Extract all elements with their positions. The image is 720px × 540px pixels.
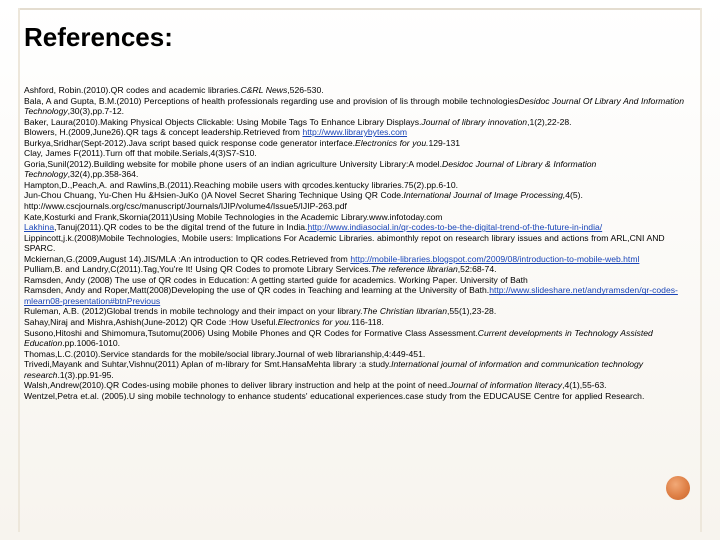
reference-item	[24, 317, 696, 328]
reference-item	[24, 190, 696, 211]
ref-text: Burkya,Sridhar(Sept-2012).Java script based quick response code generator interface.	[24, 137, 356, 148]
ref-text: Sahay,Niraj and Mishra,Ashish(June-2012) QR Code :How Useful.	[24, 317, 278, 328]
ref-text: ,1(2),22-28.	[527, 116, 572, 127]
ref-text: Blowers, H.(2009,June26).QR tags & concept leadership.Retrieved from	[24, 127, 303, 138]
frame-left-rule	[18, 8, 20, 532]
ref-link[interactable]: Lakhina	[24, 222, 55, 233]
ref-text: ,52:68-74.	[457, 264, 497, 275]
ref-text: Susono,Hitoshi and Shimomura,Tsutomu(2006) Using Mobile Phones and QR Codes for Formative Class Assessment.	[24, 327, 478, 338]
reference-item	[24, 180, 696, 191]
reference-item	[24, 359, 696, 380]
reference-item	[24, 117, 696, 128]
reference-item	[24, 148, 696, 159]
ref-text: 116-118.	[351, 317, 384, 328]
reference-list	[24, 85, 696, 401]
ref-source: Electronics for you.	[355, 137, 429, 148]
reference-item	[24, 275, 696, 286]
orange-circle-icon	[666, 476, 690, 500]
ref-text: ,4(1),55-63.	[562, 380, 607, 391]
reference-item	[24, 349, 696, 360]
ref-link[interactable]: http://www.slideshare.net/andyramsden/qr-codes-mlearn08-presentation#btnPrevious	[24, 285, 678, 306]
ref-text: .pp.1006-1010.	[62, 338, 121, 349]
reference-item	[24, 285, 696, 306]
ref-text: 129-131	[428, 137, 461, 148]
reference-item	[24, 212, 696, 223]
ref-text: ,Tanuj(2011).QR codes to be the digital trend of the future in India.	[54, 222, 308, 233]
reference-item	[24, 306, 696, 317]
reference-item	[24, 254, 696, 265]
reference-item	[24, 138, 696, 149]
ref-text: Walsh,Andrew(2010).QR Codes-using mobile phones to deliver library instruction and help at the point of need.	[24, 380, 450, 391]
ref-link[interactable]: http://mobile-libraries.blogspot.com/2009/08/introduction-to-mobile-web.html	[350, 253, 640, 264]
ref-text: Goria,Sunil(2012).Building website for mobile phone users of an indian agriculture University Library:A model.	[24, 158, 442, 169]
reference-item	[24, 391, 696, 402]
ref-text: Thomas,L.C.(2010).Service standards for the mobile/social library.Journal of web librarianship,4:449-451.	[24, 348, 426, 359]
ref-source: International journal of information and communication technology research	[24, 359, 644, 380]
ref-text: Ashford, Robin.(2010).QR codes and academic libraries.	[24, 85, 241, 95]
ref-text: Clay, James F(2011).Turn off that mobile.Serials,4(3)S7-S10.	[24, 148, 257, 159]
ref-text: Ramsden, Andy (2008) The use of QR codes in Education: A getting started guide for academics. Working Paper. University of Bath	[24, 274, 528, 285]
ref-text: 4(5). http://www.cscjournals.org/csc/manuscript/Journals/IJIP/volume4/Issue5/IJIP-263.pdf	[24, 190, 583, 212]
ref-text: Wentzel,Petra et.al. (2005).U sing mobile technology to enhance students' educational experiences.case study from the EDUCAUSE Centre for applied Research.	[24, 390, 645, 401]
ref-text: Mckiernan,G.(2009,August 14).JIS/MLA :An introduction to QR codes.Retrieved from	[24, 253, 351, 264]
ref-source: Desidoc Journal Of Library And Information Technology	[24, 95, 684, 117]
ref-text: .1(3).pp.91-95.	[57, 369, 114, 380]
ref-source: Journal of information literacy	[449, 380, 563, 391]
reference-item	[24, 96, 696, 117]
ref-text: Trivedi,Mayank and Suhtar,Vishnu(2011) Aplan of m-library for Smt.HansaMehta library :a study.	[24, 359, 392, 370]
ref-text: Bala, A and Gupta, B.M.(2010) Perceptions of health professionals regarding use and provision of lis through mobile technologies	[24, 95, 519, 106]
reference-item	[24, 328, 696, 349]
reference-item	[24, 222, 696, 233]
ref-text: Kate,Kosturki and Frank,Skornia(2011)Using Mobile Technologies in the Academic Library.www.infotoday.com	[24, 211, 443, 222]
ref-source: The Christian librarian	[362, 306, 447, 317]
ref-text: ,526-530.	[287, 85, 324, 95]
reference-item	[24, 264, 696, 275]
ref-text: Baker, Laura(2010).Making Physical Objects Clickable: Using Mobile Tags To Enhance Library Displays.	[24, 116, 422, 127]
frame-right-rule	[700, 8, 702, 532]
reference-item	[24, 159, 696, 180]
reference-item	[24, 233, 696, 254]
ref-text: Ruleman, A.B. (2012)Global trends in mobile technology and their impact on your library.	[24, 306, 363, 317]
ref-source: Electronics for you.	[277, 317, 352, 328]
ref-link[interactable]: http://www.librarybytes.com	[302, 127, 408, 138]
reference-item	[24, 127, 696, 138]
ref-text: Ramsden, Andy and Roper,Matt(2008)Developing the use of QR codes in Teaching and learning at the University of Bath.	[24, 285, 490, 296]
ref-link[interactable]: http://www.indiasocial.in/qr-codes-to-be-the-digital-trend-of-the-future-in-india/	[307, 222, 603, 233]
ref-source: Journal of library innovation	[421, 116, 528, 127]
ref-text: Jun-Chou Chuang, Yu-Chen Hu &Hsien-JuKo ()A Novel Secret Sharing Technique Using QR Code.	[24, 190, 404, 201]
ref-source: Desidoc Journal of Library & Information Technology	[24, 158, 597, 180]
ref-text: ,55(1),23-28.	[447, 306, 497, 317]
ref-source: The reference librarian	[370, 264, 458, 275]
frame-top-rule	[18, 8, 702, 10]
reference-item	[24, 85, 696, 96]
ref-text: Lippincott,j.k.(2008)Mobile Technologies, Mobile users: Implications For Academic Libraries. abimonthly repot on research library issues and actions from ARL,CNI AND SPARC.	[24, 232, 665, 254]
ref-text: Pulliam,B. and Landry,C(2011).Tag,You're It! Using QR Codes to promote Library Services.	[24, 264, 371, 275]
ref-text: Hampton,D.,Peach,A. and Rawlins,B.(2011).Reaching mobile users with qrcodes.kentucky libraries.75(2).pp.6-10.	[24, 179, 459, 190]
ref-source: Current developments in Technology Assisted Education	[24, 327, 653, 349]
ref-text: ,30(3),pp.7-12.	[67, 106, 125, 117]
reference-item	[24, 380, 696, 391]
ref-text: ,32(4),pp.358-364.	[67, 169, 139, 180]
slide-title: References:	[24, 22, 173, 52]
ref-source: International Journal of Image Processing,	[403, 190, 566, 201]
ref-source: C&RL News	[240, 85, 288, 95]
